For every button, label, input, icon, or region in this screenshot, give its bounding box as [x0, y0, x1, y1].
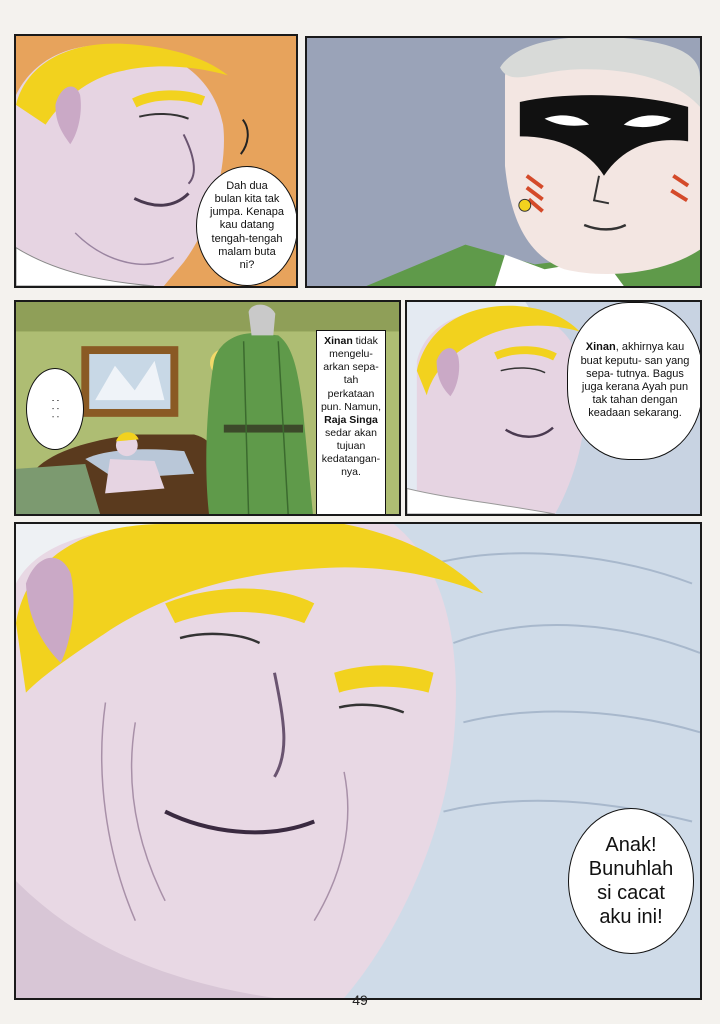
speech-bubble-ellipsis: : : :	[26, 368, 84, 450]
speech-text-panel-4: , akhirnya kau buat keputu- san yang sepa- tutnya. Bagus juga kerana Ayah pun tak tahan dengan keadaan sekarang.	[580, 341, 690, 420]
caption-text-1: tidak mengelu- arkan sepa- tah perkataan pun. Namun,	[320, 335, 382, 413]
speech-bubble-panel-1: Dah dua bulan kita tak jumpa. Kenapa kau datang tengah-tengah malam buta ni?	[196, 166, 298, 286]
speech-bubble-panel-5: Anak! Bunuhlah si cacat aku ini!	[568, 808, 694, 954]
panel-1-old-man	[14, 34, 298, 288]
caption-text-2: sedar akan tujuan kedatangan- nya.	[321, 426, 381, 479]
narration-caption-panel-3	[316, 330, 386, 515]
caption-name-raja-singa: Raja Singa	[324, 413, 378, 426]
panel-3-room-scene	[14, 300, 401, 516]
masked-man-face-art	[307, 38, 700, 286]
caption-name-xinan: Xinan	[324, 335, 353, 347]
speech-bubble-panel-4	[567, 302, 702, 460]
panel-5-close-up	[14, 522, 702, 1000]
panel-4-old-man-pillow	[405, 300, 702, 516]
speech-name-xinan: Xinan	[585, 341, 616, 354]
panel-2-masked-man	[305, 36, 702, 288]
page-number: 49	[352, 992, 368, 1008]
